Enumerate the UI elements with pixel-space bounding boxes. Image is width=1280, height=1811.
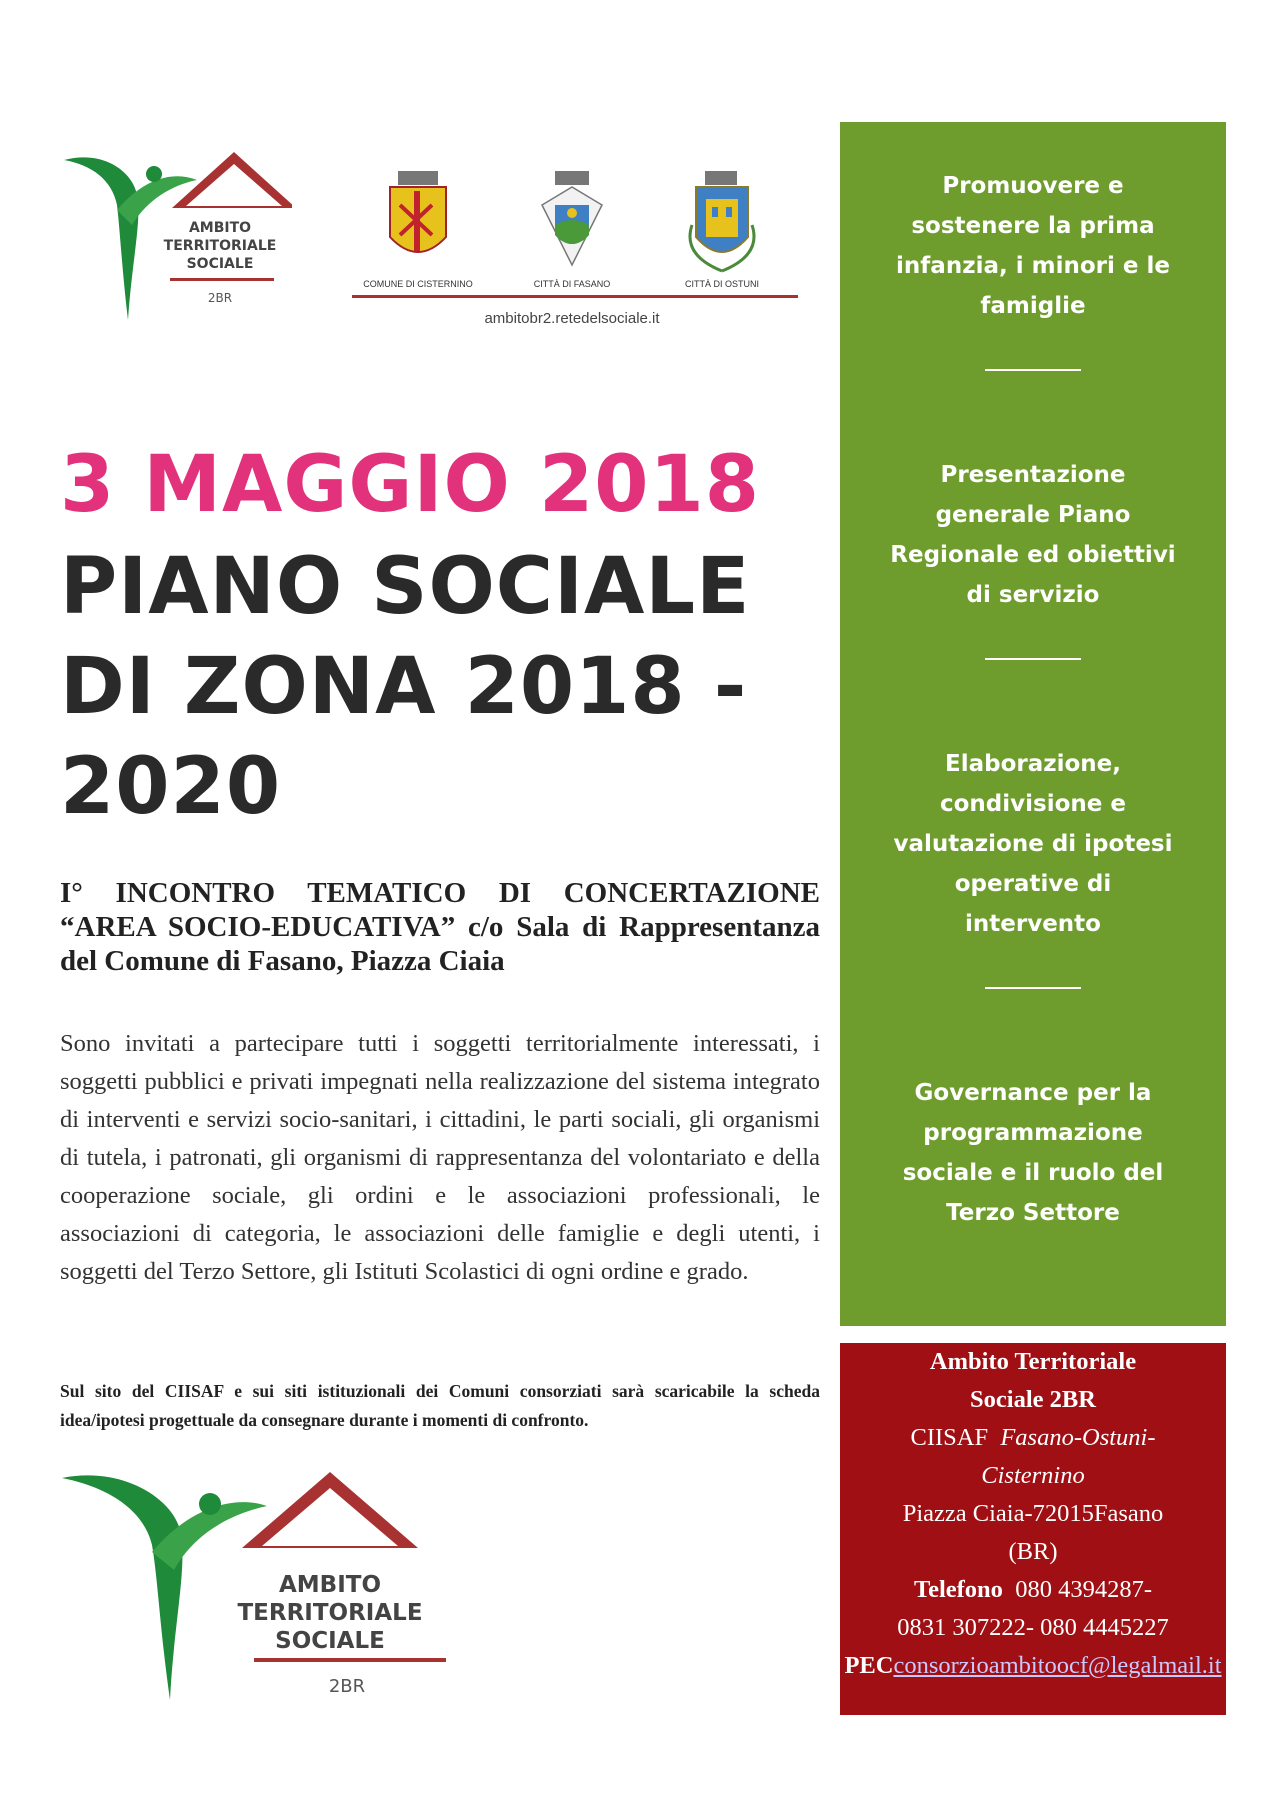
cisternino-crest-icon bbox=[390, 171, 446, 252]
topic-divider bbox=[985, 369, 1081, 371]
logo-bottom-line3: SOCIALE bbox=[275, 1628, 385, 1654]
pec-label: PEC bbox=[844, 1652, 894, 1679]
ostuni-crest-icon bbox=[690, 171, 754, 271]
pec-line bbox=[840, 1647, 1226, 1685]
ciisaf-line bbox=[840, 1419, 1226, 1457]
comune-fasano: CITTÀ DI FASANO bbox=[533, 279, 611, 289]
phone-label: Telefono bbox=[914, 1576, 1003, 1603]
phone-line bbox=[840, 1571, 1226, 1609]
comuni-crests bbox=[350, 165, 800, 335]
comune-ostuni: CITTÀ DI OSTUNI bbox=[685, 279, 759, 289]
comune-cisternino: COMUNE DI CISTERNINO bbox=[363, 279, 473, 289]
topic-3: Elaborazione, condivisione e valutazione di ipotesi operative di intervento bbox=[893, 751, 1173, 937]
phone-number-1: 080 4394287- bbox=[1015, 1576, 1152, 1603]
ciisaf-places: Fasano-Ostuni- bbox=[1000, 1424, 1156, 1451]
title-line-3: 2020 bbox=[60, 742, 282, 832]
topic-2: Presentazione generale Piano Regionale ed obiettivi di servizio bbox=[890, 462, 1176, 608]
event-date: 3 MAGGIO 2018 bbox=[60, 440, 761, 530]
invite-paragraph: Sono invitati a partecipare tutti i soggetti territorialmente interessati, i soggetti pubblici e privati impegnati nella realizzazione del sistema integrato di interventi e servizi socio-sanitari, i cittadini, le parti sociali, gli organismi di tutela, i patronati, gli organismi di rappresentanza del volontariato e della cooperazione sociale, gli ordini e le associazioni professionali, le associazioni di categoria, le associazioni delle famiglie e degli utenti, i soggetti del Terzo Settore, gli Istituti Scolastici di ogni ordine e grado. bbox=[60, 1030, 820, 1285]
address-line2: (BR) bbox=[1008, 1538, 1058, 1565]
logo-line2: TERRITORIALE bbox=[163, 238, 277, 254]
org-name-line2: Sociale 2BR bbox=[970, 1386, 1096, 1413]
topic-1: Promuovere e sostenere la prima infanzia, i minori e le famiglie bbox=[896, 173, 1170, 319]
ciisaf-label: CIISAF bbox=[910, 1424, 989, 1451]
topic-divider bbox=[985, 658, 1081, 660]
download-note: Sul sito del CIISAF e sui siti istituzionali dei Comuni consorziati sarà scaricabile la scheda idea/ipotesi progettuale da consegnare durante i momenti di confronto. bbox=[60, 1381, 820, 1430]
logo-bottom-line2: TERRITORIALE bbox=[237, 1600, 423, 1626]
phone-number-2: 0831 307222- 080 4445227 bbox=[897, 1614, 1169, 1641]
org-name-line1: Ambito Territoriale bbox=[929, 1348, 1137, 1375]
contact-panel bbox=[840, 1343, 1226, 1715]
title-line-1: PIANO SOCIALE bbox=[60, 542, 751, 632]
logo-bottom-code: 2BR bbox=[328, 1676, 366, 1697]
fasano-crest-icon bbox=[542, 171, 602, 265]
topic-4: Governance per la programmazione sociale e il ruolo del Terzo Settore bbox=[902, 1080, 1164, 1226]
website-text: ambitobr2.retedelsociale.it bbox=[484, 310, 660, 327]
topics-panel bbox=[840, 122, 1226, 1326]
ambito-logo-bottom bbox=[62, 1470, 462, 1710]
ambito-logo-top bbox=[62, 150, 292, 330]
ciisaf-places-cont: Cisternino bbox=[981, 1462, 1085, 1489]
main-title bbox=[60, 537, 830, 837]
logo-line1: AMBITO bbox=[188, 220, 252, 236]
logo-line3: SOCIALE bbox=[186, 256, 254, 272]
title-line-2: DI ZONA 2018 - bbox=[60, 642, 748, 732]
address-line1: Piazza Ciaia-72015Fasano bbox=[902, 1500, 1164, 1527]
topic-divider bbox=[985, 987, 1081, 989]
logo-code: 2BR bbox=[207, 291, 233, 305]
pec-email-link[interactable]: consorzioambitoocf@legalmail.it bbox=[893, 1652, 1222, 1679]
logo-bottom-line1: AMBITO bbox=[278, 1572, 382, 1598]
meeting-heading: I° INCONTRO TEMATICO DI CONCERTAZIONE “AREA SOCIO-EDUCATIVA” c/o Sala di Rappresentanza del Comune di Fasano, Piazza Ciaia bbox=[60, 877, 820, 977]
